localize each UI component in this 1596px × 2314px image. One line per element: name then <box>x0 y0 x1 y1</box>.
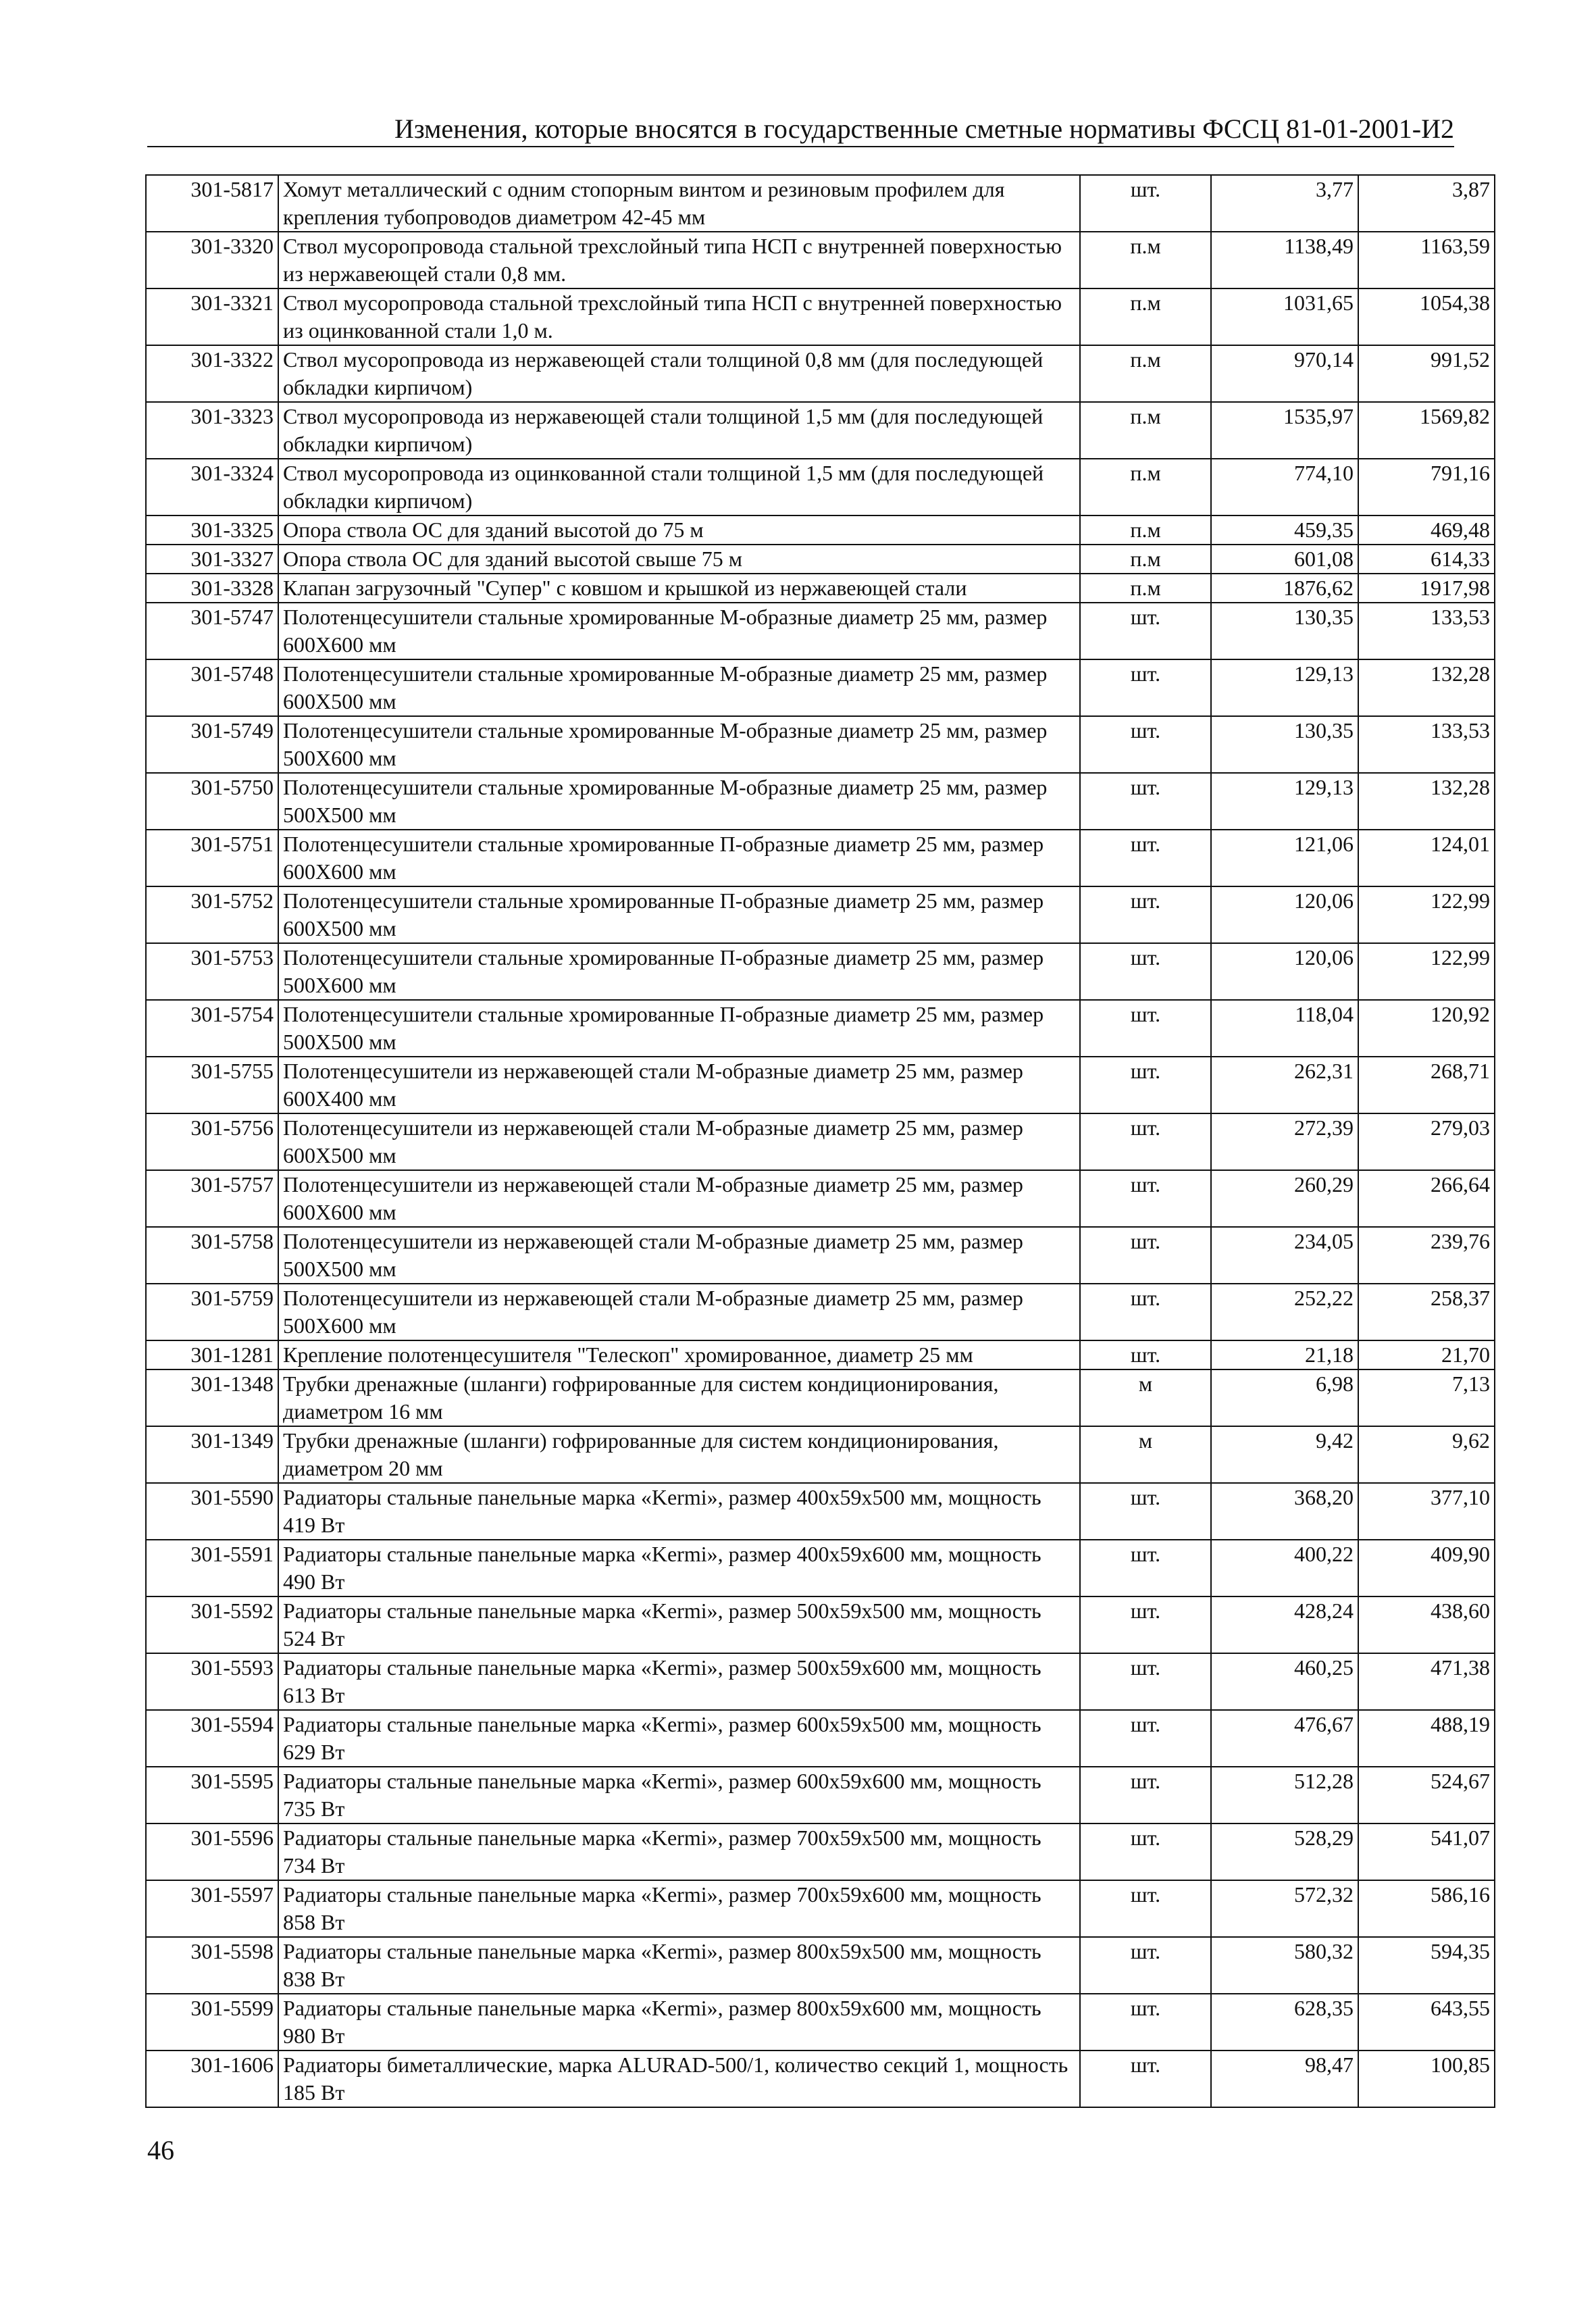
row-code: 301-3321 <box>146 288 278 345</box>
row-price-2: 1917,98 <box>1358 574 1495 603</box>
row-unit: п.м <box>1080 545 1211 574</box>
row-code: 301-5593 <box>146 1653 278 1710</box>
row-price-2: 279,03 <box>1358 1113 1495 1170</box>
row-description: Трубки дренажные (шланги) гофрированные для систем кондиционирования, диаметром 16 мм <box>278 1369 1080 1426</box>
row-description: Радиаторы стальные панельные марка «Kermi», размер 700x59x500 мм, мощность 734 Вт <box>278 1823 1080 1880</box>
row-code: 301-3324 <box>146 459 278 515</box>
row-price-2: 7,13 <box>1358 1369 1495 1426</box>
row-price-2: 614,33 <box>1358 545 1495 574</box>
table-row <box>146 1284 1495 1340</box>
table-row <box>146 1113 1495 1170</box>
row-price-2: 133,53 <box>1358 603 1495 659</box>
row-price-1: 129,13 <box>1211 773 1358 830</box>
table-row <box>146 1540 1495 1596</box>
row-price-2: 120,92 <box>1358 1000 1495 1057</box>
row-unit: п.м <box>1080 574 1211 603</box>
row-unit: п.м <box>1080 459 1211 515</box>
row-price-2: 409,90 <box>1358 1540 1495 1596</box>
row-code: 301-5748 <box>146 659 278 716</box>
row-code: 301-5590 <box>146 1483 278 1540</box>
row-code: 301-3323 <box>146 402 278 459</box>
row-price-1: 130,35 <box>1211 603 1358 659</box>
row-unit: м <box>1080 1426 1211 1483</box>
row-code: 301-5595 <box>146 1767 278 1823</box>
row-code: 301-1281 <box>146 1340 278 1369</box>
row-unit: шт. <box>1080 886 1211 943</box>
row-code: 301-5597 <box>146 1880 278 1937</box>
row-price-2: 258,37 <box>1358 1284 1495 1340</box>
row-unit: шт. <box>1080 1767 1211 1823</box>
row-description: Полотенцесушители стальные хромированные П-образные диаметр 25 мм, размер 600Х600 мм <box>278 830 1080 886</box>
row-price-1: 528,29 <box>1211 1823 1358 1880</box>
table-row <box>146 1710 1495 1767</box>
row-code: 301-5747 <box>146 603 278 659</box>
row-price-1: 970,14 <box>1211 345 1358 402</box>
row-price-2: 132,28 <box>1358 659 1495 716</box>
row-description: Полотенцесушители из нержавеющей стали М-образные диаметр 25 мм, размер 600Х600 мм <box>278 1170 1080 1227</box>
row-unit: шт. <box>1080 716 1211 773</box>
table-row <box>146 232 1495 288</box>
row-unit: шт. <box>1080 1000 1211 1057</box>
row-unit: шт. <box>1080 1057 1211 1113</box>
row-description: Полотенцесушители стальные хромированные П-образные диаметр 25 мм, размер 500Х600 мм <box>278 943 1080 1000</box>
row-description: Полотенцесушители из нержавеющей стали М-образные диаметр 25 мм, размер 500Х500 мм <box>278 1227 1080 1284</box>
row-description: Полотенцесушители стальные хромированные М-образные диаметр 25 мм, размер 600Х600 мм <box>278 603 1080 659</box>
row-code: 301-1349 <box>146 1426 278 1483</box>
row-unit: шт. <box>1080 1540 1211 1596</box>
row-price-1: 1535,97 <box>1211 402 1358 459</box>
row-unit: шт. <box>1080 1284 1211 1340</box>
row-description: Клапан загрузочный "Супер" с ковшом и крышкой из нержавеющей стали <box>278 574 1080 603</box>
row-code: 301-5592 <box>146 1596 278 1653</box>
row-code: 301-5752 <box>146 886 278 943</box>
row-unit: шт. <box>1080 943 1211 1000</box>
row-unit: шт. <box>1080 1994 1211 2051</box>
table-row <box>146 1057 1495 1113</box>
row-unit: м <box>1080 1369 1211 1426</box>
row-price-2: 122,99 <box>1358 886 1495 943</box>
row-price-1: 368,20 <box>1211 1483 1358 1540</box>
row-description: Опора ствола ОС для зданий высотой до 75 м <box>278 515 1080 545</box>
row-description: Радиаторы стальные панельные марка «Kermi», размер 500x59x600 мм, мощность 613 Вт <box>278 1653 1080 1710</box>
table-row <box>146 1653 1495 1710</box>
row-description: Радиаторы стальные панельные марка «Kermi», размер 700x59x600 мм, мощность 858 Вт <box>278 1880 1080 1937</box>
row-price-2: 586,16 <box>1358 1880 1495 1937</box>
row-description: Полотенцесушители из нержавеющей стали М-образные диаметр 25 мм, размер 500Х600 мм <box>278 1284 1080 1340</box>
row-price-1: 1031,65 <box>1211 288 1358 345</box>
table-row <box>146 1823 1495 1880</box>
row-unit: шт. <box>1080 175 1211 232</box>
table-row <box>146 1340 1495 1369</box>
table-row <box>146 1170 1495 1227</box>
row-price-1: 130,35 <box>1211 716 1358 773</box>
row-price-1: 774,10 <box>1211 459 1358 515</box>
row-description: Радиаторы стальные панельные марка «Kermi», размер 500x59x500 мм, мощность 524 Вт <box>278 1596 1080 1653</box>
row-code: 301-5754 <box>146 1000 278 1057</box>
row-code: 301-3325 <box>146 515 278 545</box>
row-description: Полотенцесушители стальные хромированные П-образные диаметр 25 мм, размер 500Х500 мм <box>278 1000 1080 1057</box>
table-row <box>146 1483 1495 1540</box>
table-row <box>146 2051 1495 2107</box>
row-description: Хомут металлический с одним стопорным винтом и резиновым профилем для крепления тубопроводов диаметром 42-45 мм <box>278 175 1080 232</box>
table-row <box>146 459 1495 515</box>
table-row <box>146 515 1495 545</box>
page-header: Изменения, которые вносятся в государственные сметные нормативы ФССЦ 81-01-2001-И2 <box>147 114 1454 147</box>
row-price-2: 266,64 <box>1358 1170 1495 1227</box>
row-price-2: 488,19 <box>1358 1710 1495 1767</box>
row-description: Радиаторы стальные панельные марка «Kermi», размер 400x59x600 мм, мощность 490 Вт <box>278 1540 1080 1596</box>
row-code: 301-5757 <box>146 1170 278 1227</box>
row-unit: п.м <box>1080 345 1211 402</box>
row-unit: шт. <box>1080 1710 1211 1767</box>
table-row <box>146 773 1495 830</box>
row-price-2: 21,70 <box>1358 1340 1495 1369</box>
row-price-1: 3,77 <box>1211 175 1358 232</box>
row-unit: шт. <box>1080 1823 1211 1880</box>
row-price-1: 262,31 <box>1211 1057 1358 1113</box>
row-code: 301-5755 <box>146 1057 278 1113</box>
row-price-2: 3,87 <box>1358 175 1495 232</box>
row-price-1: 272,39 <box>1211 1113 1358 1170</box>
row-unit: шт. <box>1080 2051 1211 2107</box>
row-price-2: 471,38 <box>1358 1653 1495 1710</box>
row-description: Опора ствола ОС для зданий высотой свыше 75 м <box>278 545 1080 574</box>
row-price-1: 129,13 <box>1211 659 1358 716</box>
row-unit: шт. <box>1080 1483 1211 1540</box>
row-code: 301-3328 <box>146 574 278 603</box>
row-price-1: 120,06 <box>1211 886 1358 943</box>
row-code: 301-5596 <box>146 1823 278 1880</box>
row-price-1: 628,35 <box>1211 1994 1358 2051</box>
row-price-2: 9,62 <box>1358 1426 1495 1483</box>
row-price-2: 1163,59 <box>1358 232 1495 288</box>
row-price-1: 252,22 <box>1211 1284 1358 1340</box>
row-code: 301-5751 <box>146 830 278 886</box>
row-price-1: 118,04 <box>1211 1000 1358 1057</box>
row-price-1: 512,28 <box>1211 1767 1358 1823</box>
row-unit: шт. <box>1080 1653 1211 1710</box>
row-description: Ствол мусоропровода из нержавеющей стали толщиной 1,5 мм (для последующей обкладки кирпичом) <box>278 402 1080 459</box>
row-price-1: 459,35 <box>1211 515 1358 545</box>
row-code: 301-5817 <box>146 175 278 232</box>
row-description: Радиаторы стальные панельные марка «Kermi», размер 800x59x600 мм, мощность 980 Вт <box>278 1994 1080 2051</box>
row-code: 301-5598 <box>146 1937 278 1994</box>
row-price-2: 1054,38 <box>1358 288 1495 345</box>
row-price-1: 460,25 <box>1211 1653 1358 1710</box>
row-unit: шт. <box>1080 1880 1211 1937</box>
row-description: Крепление полотенцесушителя "Телескоп" хромированное, диаметр 25 мм <box>278 1340 1080 1369</box>
row-description: Радиаторы стальные панельные марка «Kermi», размер 600x59x600 мм, мощность 735 Вт <box>278 1767 1080 1823</box>
row-unit: шт. <box>1080 1340 1211 1369</box>
table-row <box>146 1937 1495 1994</box>
row-code: 301-5756 <box>146 1113 278 1170</box>
row-unit: п.м <box>1080 232 1211 288</box>
row-price-1: 6,98 <box>1211 1369 1358 1426</box>
table-row <box>146 574 1495 603</box>
row-price-2: 133,53 <box>1358 716 1495 773</box>
table-row <box>146 659 1495 716</box>
row-code: 301-5750 <box>146 773 278 830</box>
row-price-1: 580,32 <box>1211 1937 1358 1994</box>
table-row <box>146 402 1495 459</box>
row-price-2: 268,71 <box>1358 1057 1495 1113</box>
row-price-1: 1876,62 <box>1211 574 1358 603</box>
row-code: 301-5591 <box>146 1540 278 1596</box>
table-body <box>146 175 1495 2107</box>
row-unit: шт. <box>1080 1937 1211 1994</box>
row-price-2: 594,35 <box>1358 1937 1495 1994</box>
row-unit: шт. <box>1080 1113 1211 1170</box>
row-price-2: 239,76 <box>1358 1227 1495 1284</box>
table-row <box>146 943 1495 1000</box>
row-unit: шт. <box>1080 1170 1211 1227</box>
table-row <box>146 1767 1495 1823</box>
row-code: 301-5594 <box>146 1710 278 1767</box>
row-code: 301-5753 <box>146 943 278 1000</box>
row-description: Трубки дренажные (шланги) гофрированные для систем кондиционирования, диаметром 20 мм <box>278 1426 1080 1483</box>
row-price-2: 132,28 <box>1358 773 1495 830</box>
table-row <box>146 603 1495 659</box>
table-row <box>146 716 1495 773</box>
row-price-1: 400,22 <box>1211 1540 1358 1596</box>
row-code: 301-5758 <box>146 1227 278 1284</box>
row-price-1: 476,67 <box>1211 1710 1358 1767</box>
page-number: 46 <box>147 2135 174 2165</box>
row-price-1: 601,08 <box>1211 545 1358 574</box>
row-price-1: 9,42 <box>1211 1426 1358 1483</box>
row-price-2: 377,10 <box>1358 1483 1495 1540</box>
row-code: 301-5599 <box>146 1994 278 2051</box>
table-row <box>146 1880 1495 1937</box>
row-price-2: 100,85 <box>1358 2051 1495 2107</box>
row-unit: п.м <box>1080 288 1211 345</box>
row-description: Полотенцесушители стальные хромированные П-образные диаметр 25 мм, размер 600Х500 мм <box>278 886 1080 943</box>
row-unit: шт. <box>1080 603 1211 659</box>
row-description: Радиаторы биметаллические, марка ALURAD-500/1, количество секций 1, мощность 185 Вт <box>278 2051 1080 2107</box>
row-description: Ствол мусоропровода стальной трехслойный типа НСП с внутренней поверхностью из оцинкованной стали 1,0 м. <box>278 288 1080 345</box>
table-row <box>146 345 1495 402</box>
row-code: 301-3327 <box>146 545 278 574</box>
row-description: Радиаторы стальные панельные марка «Kermi», размер 800x59x500 мм, мощность 838 Вт <box>278 1937 1080 1994</box>
row-unit: шт. <box>1080 1596 1211 1653</box>
row-price-1: 120,06 <box>1211 943 1358 1000</box>
row-price-1: 260,29 <box>1211 1170 1358 1227</box>
table-row <box>146 288 1495 345</box>
row-description: Ствол мусоропровода из оцинкованной стали толщиной 1,5 мм (для последующей обкладки кирпичом) <box>278 459 1080 515</box>
row-price-1: 428,24 <box>1211 1596 1358 1653</box>
row-price-2: 1569,82 <box>1358 402 1495 459</box>
row-unit: шт. <box>1080 659 1211 716</box>
row-price-2: 124,01 <box>1358 830 1495 886</box>
row-description: Радиаторы стальные панельные марка «Kermi», размер 600x59x500 мм, мощность 629 Вт <box>278 1710 1080 1767</box>
row-price-1: 121,06 <box>1211 830 1358 886</box>
table-row <box>146 545 1495 574</box>
row-code: 301-5759 <box>146 1284 278 1340</box>
row-description: Радиаторы стальные панельные марка «Kermi», размер 400x59x500 мм, мощность 419 Вт <box>278 1483 1080 1540</box>
row-price-2: 643,55 <box>1358 1994 1495 2051</box>
row-price-1: 21,18 <box>1211 1340 1358 1369</box>
row-description: Полотенцесушители стальные хромированные М-образные диаметр 25 мм, размер 500Х600 мм <box>278 716 1080 773</box>
row-unit: шт. <box>1080 1227 1211 1284</box>
row-price-1: 1138,49 <box>1211 232 1358 288</box>
row-description: Ствол мусоропровода стальной трехслойный типа НСП с внутренней поверхностью из нержавеющей стали 0,8 мм. <box>278 232 1080 288</box>
row-unit: п.м <box>1080 402 1211 459</box>
table-row <box>146 1227 1495 1284</box>
row-price-2: 469,48 <box>1358 515 1495 545</box>
row-price-1: 234,05 <box>1211 1227 1358 1284</box>
row-code: 301-1348 <box>146 1369 278 1426</box>
row-price-2: 791,16 <box>1358 459 1495 515</box>
row-unit: шт. <box>1080 830 1211 886</box>
row-description: Полотенцесушители из нержавеющей стали М-образные диаметр 25 мм, размер 600Х500 мм <box>278 1113 1080 1170</box>
row-description: Ствол мусоропровода из нержавеющей стали толщиной 0,8 мм (для последующей обкладки кирпичом) <box>278 345 1080 402</box>
row-price-1: 572,32 <box>1211 1880 1358 1937</box>
row-description: Полотенцесушители из нержавеющей стали М-образные диаметр 25 мм, размер 600Х400 мм <box>278 1057 1080 1113</box>
table-row <box>146 1369 1495 1426</box>
row-price-2: 438,60 <box>1358 1596 1495 1653</box>
row-description: Полотенцесушители стальные хромированные М-образные диаметр 25 мм, размер 500Х500 мм <box>278 773 1080 830</box>
row-price-2: 524,67 <box>1358 1767 1495 1823</box>
table-row <box>146 175 1495 232</box>
table-row <box>146 1426 1495 1483</box>
row-unit: шт. <box>1080 773 1211 830</box>
row-code: 301-5749 <box>146 716 278 773</box>
table-row <box>146 886 1495 943</box>
row-price-2: 122,99 <box>1358 943 1495 1000</box>
row-description: Полотенцесушители стальные хромированные М-образные диаметр 25 мм, размер 600Х500 мм <box>278 659 1080 716</box>
row-unit: п.м <box>1080 515 1211 545</box>
row-code: 301-3322 <box>146 345 278 402</box>
row-code: 301-3320 <box>146 232 278 288</box>
row-price-2: 541,07 <box>1358 1823 1495 1880</box>
row-price-1: 98,47 <box>1211 2051 1358 2107</box>
row-code: 301-1606 <box>146 2051 278 2107</box>
table-row <box>146 1596 1495 1653</box>
table-row <box>146 1994 1495 2051</box>
table-row <box>146 830 1495 886</box>
price-table <box>145 174 1495 2108</box>
table-row <box>146 1000 1495 1057</box>
row-price-2: 991,52 <box>1358 345 1495 402</box>
